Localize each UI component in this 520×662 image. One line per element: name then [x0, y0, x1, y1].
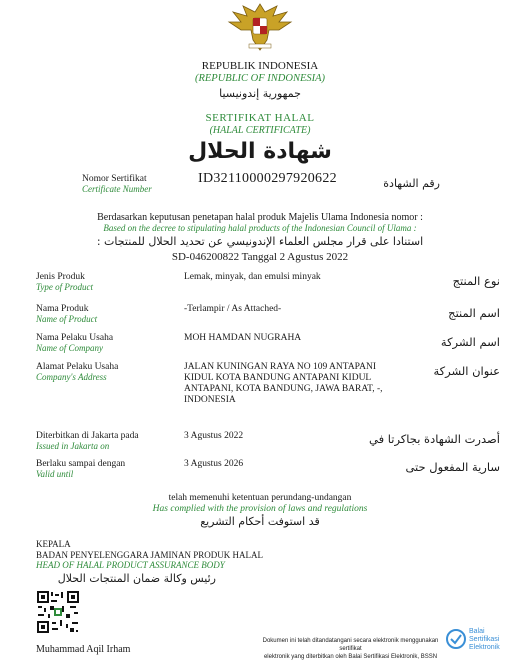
field-label-en: Name of Product: [36, 314, 98, 324]
basis-line-en: Based on the decree to stipulating halal products of the Indonesian Council of Ulama :: [103, 223, 417, 233]
bsre-line: Sertifikasi: [469, 636, 500, 643]
field-value-company-name: MOH HAMDAN NUGRAHA: [184, 333, 302, 343]
bsre-line: Elektronik: [469, 644, 500, 651]
field-label-id: Alamat Pelaku Usaha: [36, 362, 119, 372]
signatory-name: Muhammad Aqil Irham: [36, 644, 131, 655]
bsre-line: Balai: [469, 628, 485, 635]
field-label-company-address: [36, 362, 118, 382]
cert-number-label-ar: رقم الشهادة: [383, 177, 440, 190]
qr-code-icon: [36, 590, 80, 634]
issued-label-id: Diterbitkan di Jakarta pada: [36, 431, 139, 441]
field-label-product-name: [36, 304, 97, 324]
valid-value: 3 Agustus 2026: [184, 459, 244, 469]
address-line: KIDUL KOTA BANDUNG ANTAPANI KIDUL: [184, 373, 372, 383]
field-label-id: Nama Produk: [36, 304, 89, 314]
country-name-ar: جمهورية إندونيسيا: [219, 87, 301, 100]
field-label-product-type: [36, 272, 93, 292]
compliance-line-id: telah memenuhi ketentuan perundang-undangan: [168, 493, 352, 503]
issued-value: 3 Agustus 2022: [184, 431, 244, 441]
field-value-product-type: Lemak, minyak, dan emulsi minyak: [184, 272, 321, 282]
basis-line-id: Berdasarkan keputusan penetapan halal produk Majelis Ulama Indonesia nomor :: [97, 212, 423, 223]
field-label-id: Nama Pelaku Usaha: [36, 333, 114, 343]
valid-label-ar: سارية المفعول حتى: [405, 460, 500, 474]
esign-note-line: elektronik yang diterbitkan oleh Balai Sertifikasi Elektronik, BSSN: [263, 654, 438, 660]
field-label-ar: اسم المنتج: [448, 306, 500, 320]
field-label-ar: نوع المنتج: [452, 274, 500, 288]
field-label-en: Type of Product: [36, 282, 93, 292]
field-label-ar: اسم الشركة: [440, 335, 500, 349]
field-label-id: Jenis Produk: [36, 272, 85, 282]
garuda-emblem-icon: [225, 0, 295, 52]
cert-number-value: ID32110000297920622: [198, 171, 337, 186]
signatory-agency: BADAN PENYELENGGARA JAMINAN PRODUK HALAL: [36, 549, 263, 560]
signatory-title: KEPALA: [36, 539, 71, 549]
cert-title-en: (HALAL CERTIFICATE): [209, 125, 311, 136]
esign-note-line: Dokumen ini telah ditandatangani secara elektronik menggunakan sertifikat: [262, 638, 439, 652]
esign-note: [258, 637, 443, 661]
country-name: REPUBLIK INDONESIA: [201, 60, 319, 72]
bsre-logo-icon: [445, 628, 467, 650]
cert-number-label-id: Nomor Sertifikat: [82, 174, 147, 184]
cert-number-label-en: Certificate Number: [82, 184, 152, 194]
field-label-en: Company's Address: [36, 372, 107, 382]
issued-label-en: Issued in Jakarta on: [36, 441, 110, 451]
cert-title: SERTIFIKAT HALAL: [205, 112, 315, 124]
signatory-agency-en: HEAD OF HALAL PRODUCT ASSURANCE BODY: [36, 560, 225, 570]
field-label-ar: عنوان الشركة: [433, 364, 500, 378]
address-line: INDONESIA: [184, 395, 236, 405]
address-line: ANTAPANI, KOTA BANDUNG, JAWA BARAT, -,: [184, 384, 383, 394]
valid-label-en: Valid until: [36, 469, 74, 479]
valid-label-id: Berlaku sampai dengan: [36, 459, 126, 469]
basis-line-ar: استنادا على قرار مجلس العلماء الإندونيسي عن تحديد الحلال للمنتجات :: [96, 235, 424, 248]
field-value-company-address: [184, 362, 383, 406]
issued-label: [36, 431, 139, 451]
compliance-line-ar: قد استوفت أحكام التشريع: [200, 515, 320, 528]
decree-number: SD-046200822 Tanggal 2 Agustus 2022: [171, 251, 349, 263]
cert-number-label: [82, 174, 152, 194]
compliance-line-en: Has complied with the provision of laws and regulations: [152, 504, 368, 514]
issued-label-ar: أصدرت الشهادة بجاكرتا في: [369, 432, 500, 446]
field-value-product-name: -Terlampir / As Attached-: [184, 304, 282, 314]
valid-label: [36, 459, 125, 479]
field-label-company-name: [36, 333, 113, 353]
signatory-agency-ar: رئيس وكالة ضمان المنتجات الحلال: [57, 572, 216, 585]
signatory-block: [36, 539, 263, 571]
bsre-logo-text: [469, 628, 500, 652]
field-label-en: Name of Company: [36, 343, 103, 353]
cert-title-ar: شهادة الحلال: [188, 139, 332, 164]
address-line: JALAN KUNINGAN RAYA NO 109 ANTAPANI: [184, 362, 376, 372]
country-name-en: (REPUBLIC OF INDONESIA): [194, 73, 326, 84]
